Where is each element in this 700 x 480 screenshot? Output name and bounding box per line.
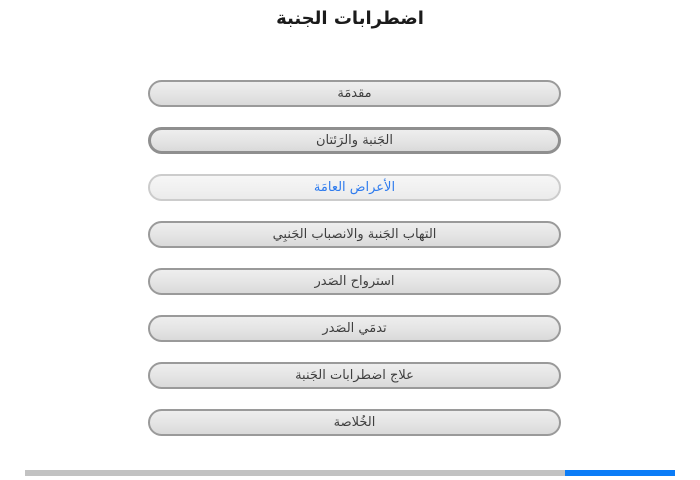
menu-item-treatment[interactable]: علاج اضطرابات الجَنبة [148, 362, 561, 389]
menu-item-introduction[interactable]: مقدمَة [148, 80, 561, 107]
menu-item-hemothorax[interactable]: تدمَي الصَدر [148, 315, 561, 342]
horizontal-scrollbar-track[interactable] [25, 470, 675, 476]
horizontal-scrollbar-thumb[interactable] [565, 470, 675, 476]
menu-item-general-symptoms[interactable]: الأعراض العامَة [148, 174, 561, 201]
menu-item-summary[interactable]: الخُلاصة [148, 409, 561, 436]
menu-item-pleura-and-lungs[interactable]: الجَنبة والرَئتان [148, 127, 561, 154]
page-title: اضطرابات الجنبة [276, 8, 424, 29]
menu-item-pneumothorax[interactable]: استرواح الصَدر [148, 268, 561, 295]
section-menu [148, 80, 561, 436]
menu-item-pleurisy-and-pleural-effusion[interactable]: التهاب الجَنبة والانصباب الجَنبِي [148, 221, 561, 248]
